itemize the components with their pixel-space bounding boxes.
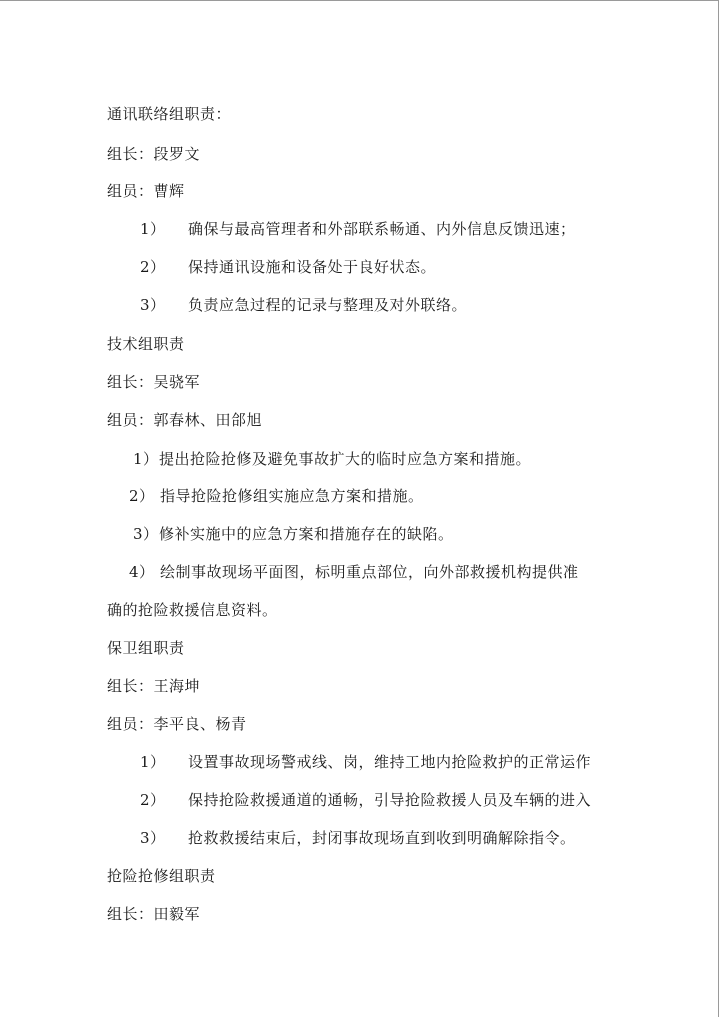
security-item-1-text: 设置事故现场警戒线、岗，维持工地内抢险救护的正常运作: [188, 753, 592, 771]
tech-item-4-continuation: 确的抢险救援信息资料。: [107, 601, 278, 619]
tech-item-3: [133, 524, 454, 544]
security-item-1-number: 1）: [140, 753, 166, 771]
comm-item-3-text: 负责应急过程的记录与整理及对外联络。: [188, 296, 468, 314]
comm-item-3: [140, 295, 467, 315]
tech-leader: 组长：吴骁军: [107, 373, 201, 391]
security-item-3: [140, 828, 576, 848]
comm-members: 组员：曹辉: [107, 182, 185, 200]
rescue-leader: 组长：田毅军: [107, 905, 201, 923]
tech-item-3-number: 3）: [133, 525, 159, 543]
security-members: 组员：李平良、杨青: [107, 715, 247, 733]
tech-item-2-number: 2）: [129, 487, 155, 505]
security-item-2: [140, 790, 591, 810]
tech-item-3-text: 修补实施中的应急方案和措施存在的缺陷。: [159, 525, 454, 543]
security-item-2-text: 保持抢险救援通道的通畅，引导抢险救援人员及车辆的进入: [188, 791, 592, 809]
rescue-title: 抢险抢修组职责: [107, 867, 216, 885]
comm-title: 通讯联络组职责：: [107, 105, 232, 123]
security-title: 保卫组职责: [107, 639, 185, 657]
comm-item-1-text: 确保与最高管理者和外部联系畅通、内外信息反馈迅速；: [188, 220, 576, 238]
security-item-3-number: 3）: [140, 829, 166, 847]
tech-item-4-number: 4）: [129, 563, 155, 581]
comm-item-1-number: 1）: [140, 220, 166, 238]
tech-item-1-text: 提出抢险抢修及避免事故扩大的临时应急方案和措施。: [159, 450, 532, 468]
security-leader: 组长：王海坤: [107, 677, 201, 695]
comm-item-2: [140, 257, 436, 277]
comm-item-2-text: 保持通讯设施和设备处于良好状态。: [188, 258, 437, 276]
security-item-1: [140, 752, 591, 772]
security-item-3-text: 抢救救援结束后，封闭事故现场直到收到明确解除指令。: [188, 829, 576, 847]
comm-item-1: [140, 219, 576, 239]
tech-title: 技术组职责: [107, 335, 185, 353]
tech-item-1-number: 1）: [133, 450, 159, 468]
comm-item-3-number: 3）: [140, 296, 166, 314]
comm-item-2-number: 2）: [140, 258, 166, 276]
tech-item-2: [129, 486, 424, 506]
security-item-2-number: 2）: [140, 791, 166, 809]
tech-item-2-text: 指导抢险抢修组实施应急方案和措施。: [160, 487, 424, 505]
tech-item-4-text: 绘制事故现场平面图，标明重点部位，向外部救援机构提供准: [160, 563, 579, 581]
tech-members: 组员：郭春林、田郃旭: [107, 411, 263, 429]
comm-leader: 组长：段罗文: [107, 145, 201, 163]
tech-item-4: [129, 562, 579, 582]
tech-item-1: [133, 449, 531, 469]
